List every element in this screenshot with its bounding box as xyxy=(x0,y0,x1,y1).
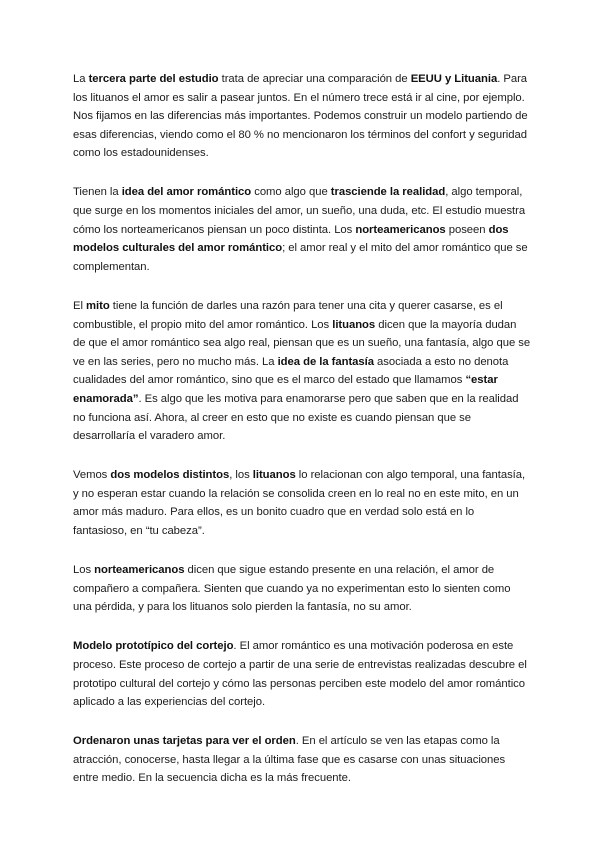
text-run: . En el artículo se ven las etapas como la atracción, conocerse, hasta llegar a la última fase que es casarse con unas situaciones entre medio. En la secuencia dicha es la más frecuente. xyxy=(73,735,506,785)
bold-text-run: “estar enamorada” xyxy=(73,374,498,405)
bold-text-run: trasciende la realidad xyxy=(330,186,446,199)
text-run: La xyxy=(73,73,89,85)
text-run: . Es algo que les motiva para enamorarse pero que saben que en la realidad no funciona así. Ahora, al creer en esto que no existe es cuando piensan que se desarrollaría el varadero amor. xyxy=(73,392,519,443)
bold-text-run: idea del amor romántico xyxy=(121,186,252,199)
bold-text-run: Modelo prototípico del cortejo xyxy=(73,640,234,653)
bold-text-run: idea de la fantasía xyxy=(277,355,374,368)
text-run: lo relacionan con algo temporal, una fantasía, y no esperan estar cuando la relación se consolida creen en lo real no en este mito, en un amor más maduro. Para ellos, es un bonito cuadro que en verdad solo está en lo fantasioso, en “tu cabeza”. xyxy=(73,469,526,537)
text-run: El xyxy=(73,299,87,312)
text-run: . El amor romántico es una motivación poderosa en este proceso. Este proceso de cortejo a partir de una serie de entrevistas realizadas descubre el prototipo cultural del cortejo y cómo las personas perciben este modelo del amor romántico aplicado a las experiencias del cortejo. xyxy=(73,640,527,709)
document-body xyxy=(73,70,531,809)
text-run: tiene la función de darles una razón para tener una cita y querer casarse, es el combustible, el propio mito del amor romántico. Los xyxy=(73,299,503,331)
bold-text-run: norteamericanos xyxy=(94,564,185,577)
bold-text-run: dos modelos culturales del amor romántico xyxy=(73,223,509,255)
text-run: poseen xyxy=(445,223,489,236)
paragraph xyxy=(73,297,531,446)
text-run: Tienen la xyxy=(73,186,122,199)
text-run: Los xyxy=(73,564,95,577)
text-run: , los xyxy=(229,469,253,482)
text-run: trata de apreciar una comparación de xyxy=(218,73,411,85)
text-run: ; el amor real y el mito del amor romántico que se complementan. xyxy=(73,242,528,273)
bold-text-run: lituanos xyxy=(252,469,296,482)
text-run: dicen que sigue estando presente en una relación, el amor de compañero a compañera. Sienten que cuando ya no experimentan esto lo sienten como una pérdida, y para los lituanos solo pierden la fantasía, no su amor. xyxy=(73,564,511,614)
bold-text-run: Ordenaron unas tarjetas para ver el orden xyxy=(73,735,296,748)
text-run: . Para los lituanos el amor es salir a pasear juntos. En el número trece está ir al cine, por ejemplo. Nos fijamos en las diferencias más importantes. Podemos construir un modelo partiendo de esas diferencias, viendo como el 80 % no mencionaron los términos del confort y seguridad como los estadounidenses. xyxy=(73,73,528,160)
paragraph xyxy=(73,732,531,788)
text-run: asociada a esto no denota cualidades del amor romántico, sino que es el marco del estado que llamamos xyxy=(73,355,509,387)
bold-text-run: mito xyxy=(86,299,110,312)
text-run: , algo temporal, que surge en los momentos iniciales del amor, un sueño, una duda, etc. El estudio muestra cómo los norteamericanos piensan un poco distinta. Los xyxy=(73,186,526,236)
paragraph xyxy=(73,561,531,617)
paragraph xyxy=(73,466,531,540)
text-run: dicen que la mayoría dudan de que el amor romántico sea algo real, piensan que es un sueño, una fantasía, algo que se ve en las series, pero no mucho más. La xyxy=(73,318,531,368)
paragraph xyxy=(73,183,531,276)
bold-text-run: norteamericanos xyxy=(355,223,446,236)
bold-text-run: tercera parte del estudio xyxy=(88,73,219,85)
bold-text-run: EEUU y Lituania xyxy=(410,73,498,85)
bold-text-run: dos modelos distintos xyxy=(110,469,230,482)
bold-text-run: lituanos xyxy=(332,318,376,331)
paragraph xyxy=(73,637,531,711)
text-run: Vemos xyxy=(73,469,111,482)
paragraph xyxy=(73,70,531,163)
text-run: como algo que xyxy=(251,186,331,199)
